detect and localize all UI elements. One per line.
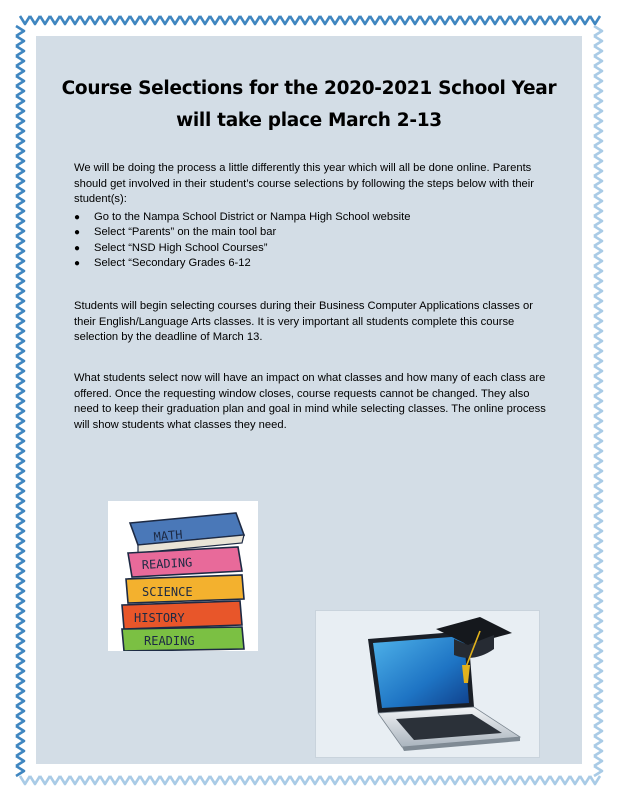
book-history: [122, 601, 242, 629]
book-label: READING: [141, 555, 193, 572]
list-item: [74, 256, 534, 271]
bullet-icon: ●: [74, 242, 81, 254]
deadline-paragraph: Students will begin selecting courses during their Business Computer Applications classes or their English/Language Arts classes. It is very important all students complete this course selection by the deadline of March 13.: [74, 300, 533, 344]
step-text: Go to the Nampa School District or Nampa High School website: [94, 211, 411, 223]
page-title-line-2: will take place March 2-13: [176, 110, 442, 131]
bullet-icon: ●: [74, 227, 81, 239]
laptop-graduation-image: [315, 610, 540, 758]
intro-paragraph: We will be doing the process a little differently this year which will all be done online. Parents should get involved in their student’s course selections by following the steps below with their student(s):: [74, 162, 534, 206]
book-label: MATH: [153, 527, 184, 544]
step-text: Select “NSD High School Courses”: [94, 241, 268, 254]
list-item: [74, 210, 534, 225]
list-item: [74, 241, 534, 256]
page-title-line-1: Course Selections for the 2020-2021 School Year: [61, 78, 557, 99]
book-science: [126, 575, 244, 603]
step-text: Select “Parents” on the main tool bar: [94, 226, 277, 239]
impact-paragraph: What students select now will have an impact on what classes and how many of each class are offered. Once the requesting window closes, course requests cannot be changed. They also need to keep their graduation plan and goal in mind while selecting classes. The online process will show students what classes they need.: [74, 372, 546, 432]
book-reading-bottom: [122, 627, 244, 651]
list-item: [74, 225, 534, 240]
flyer-content: [36, 36, 582, 764]
book-label: HISTORY: [134, 611, 185, 625]
book-label: SCIENCE: [142, 585, 193, 599]
book-stack-image: [108, 501, 258, 651]
bullet-icon: ●: [74, 257, 81, 269]
step-text: Select “Secondary Grades 6-12: [94, 256, 251, 269]
book-label: READING: [144, 634, 195, 648]
steps-list: [74, 210, 534, 271]
book-reading-top: [128, 547, 242, 577]
bullet-icon: ●: [74, 212, 81, 223]
